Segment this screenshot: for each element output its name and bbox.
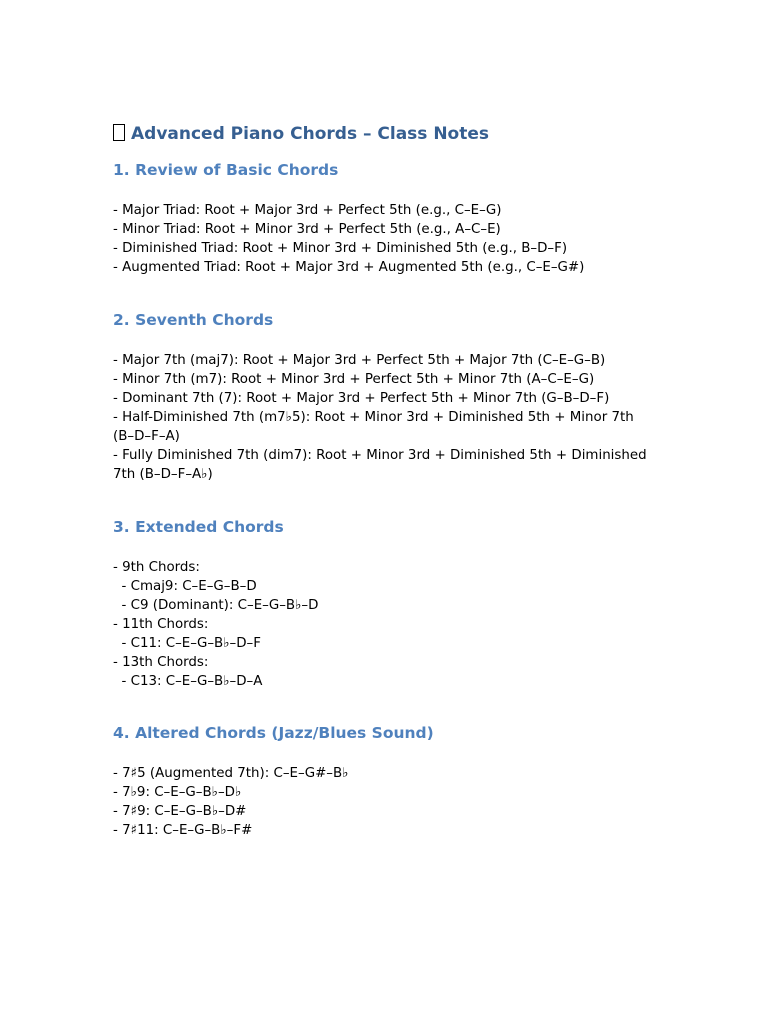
note-line: - Augmented Triad: Root + Major 3rd + Augmented 5th (e.g., C–E–G#) [113, 260, 585, 275]
section-body [113, 558, 658, 691]
section-heading: 4. Altered Chords (Jazz/Blues Sound) [113, 724, 434, 742]
note-line: - Major 7th (maj7): Root + Major 3rd + Perfect 5th + Major 7th (C–E–G–B) [113, 353, 606, 368]
section-heading: 2. Seventh Chords [113, 311, 274, 329]
section-body [113, 764, 658, 840]
note-line: - Major Triad: Root + Major 3rd + Perfect 5th (e.g., C–E–G) [113, 203, 502, 218]
note-line: - Cmaj9: C–E–G–B–D [113, 579, 257, 594]
section-seventh-chords [113, 310, 658, 484]
section-altered-chords [113, 723, 658, 840]
note-line: - Half-Diminished 7th (m7♭5): Root + Minor 3rd + Diminished 5th + Minor 7th (B–D–F–A) [113, 410, 638, 444]
note-line: - Dominant 7th (7): Root + Major 3rd + Perfect 5th + Minor 7th (G–B–D–F) [113, 391, 610, 406]
section-heading: 1. Review of Basic Chords [113, 161, 339, 179]
note-line: - Minor 7th (m7): Root + Minor 3rd + Perfect 5th + Minor 7th (A–C–E–G) [113, 372, 595, 387]
section-body [113, 351, 658, 484]
section-body [113, 201, 658, 277]
note-line: - 9th Chords: [113, 560, 200, 575]
note-line: - 7♯11: C–E–G–B♭–F# [113, 823, 253, 838]
document-title [113, 123, 489, 145]
note-line: - C11: C–E–G–B♭–D–F [113, 636, 261, 651]
note-line: - 7♭9: C–E–G–B♭–D♭ [113, 785, 242, 800]
note-line: - 11th Chords: [113, 617, 209, 632]
section-extended-chords [113, 517, 658, 691]
note-line: - 7♯9: C–E–G–B♭–D# [113, 804, 247, 819]
section-heading: 3. Extended Chords [113, 518, 284, 536]
note-line: - Minor Triad: Root + Minor 3rd + Perfect 5th (e.g., A–C–E) [113, 222, 501, 237]
note-line: - C13: C–E–G–B♭–D–A [113, 674, 263, 689]
note-line: - 13th Chords: [113, 655, 209, 670]
document-title-text: Advanced Piano Chords – Class Notes [131, 124, 490, 144]
section-basic-chords [113, 160, 658, 277]
note-line: - Diminished Triad: Root + Minor 3rd + Diminished 5th (e.g., B–D–F) [113, 241, 568, 256]
note-line: - Fully Diminished 7th (dim7): Root + Minor 3rd + Diminished 5th + Diminished 7th (B–D–F–A♭) [113, 448, 651, 482]
unrendered-glyph-icon [113, 124, 125, 141]
note-line: - 7♯5 (Augmented 7th): C–E–G#–B♭ [113, 766, 349, 781]
note-line: - C9 (Dominant): C–E–G–B♭–D [113, 598, 319, 613]
